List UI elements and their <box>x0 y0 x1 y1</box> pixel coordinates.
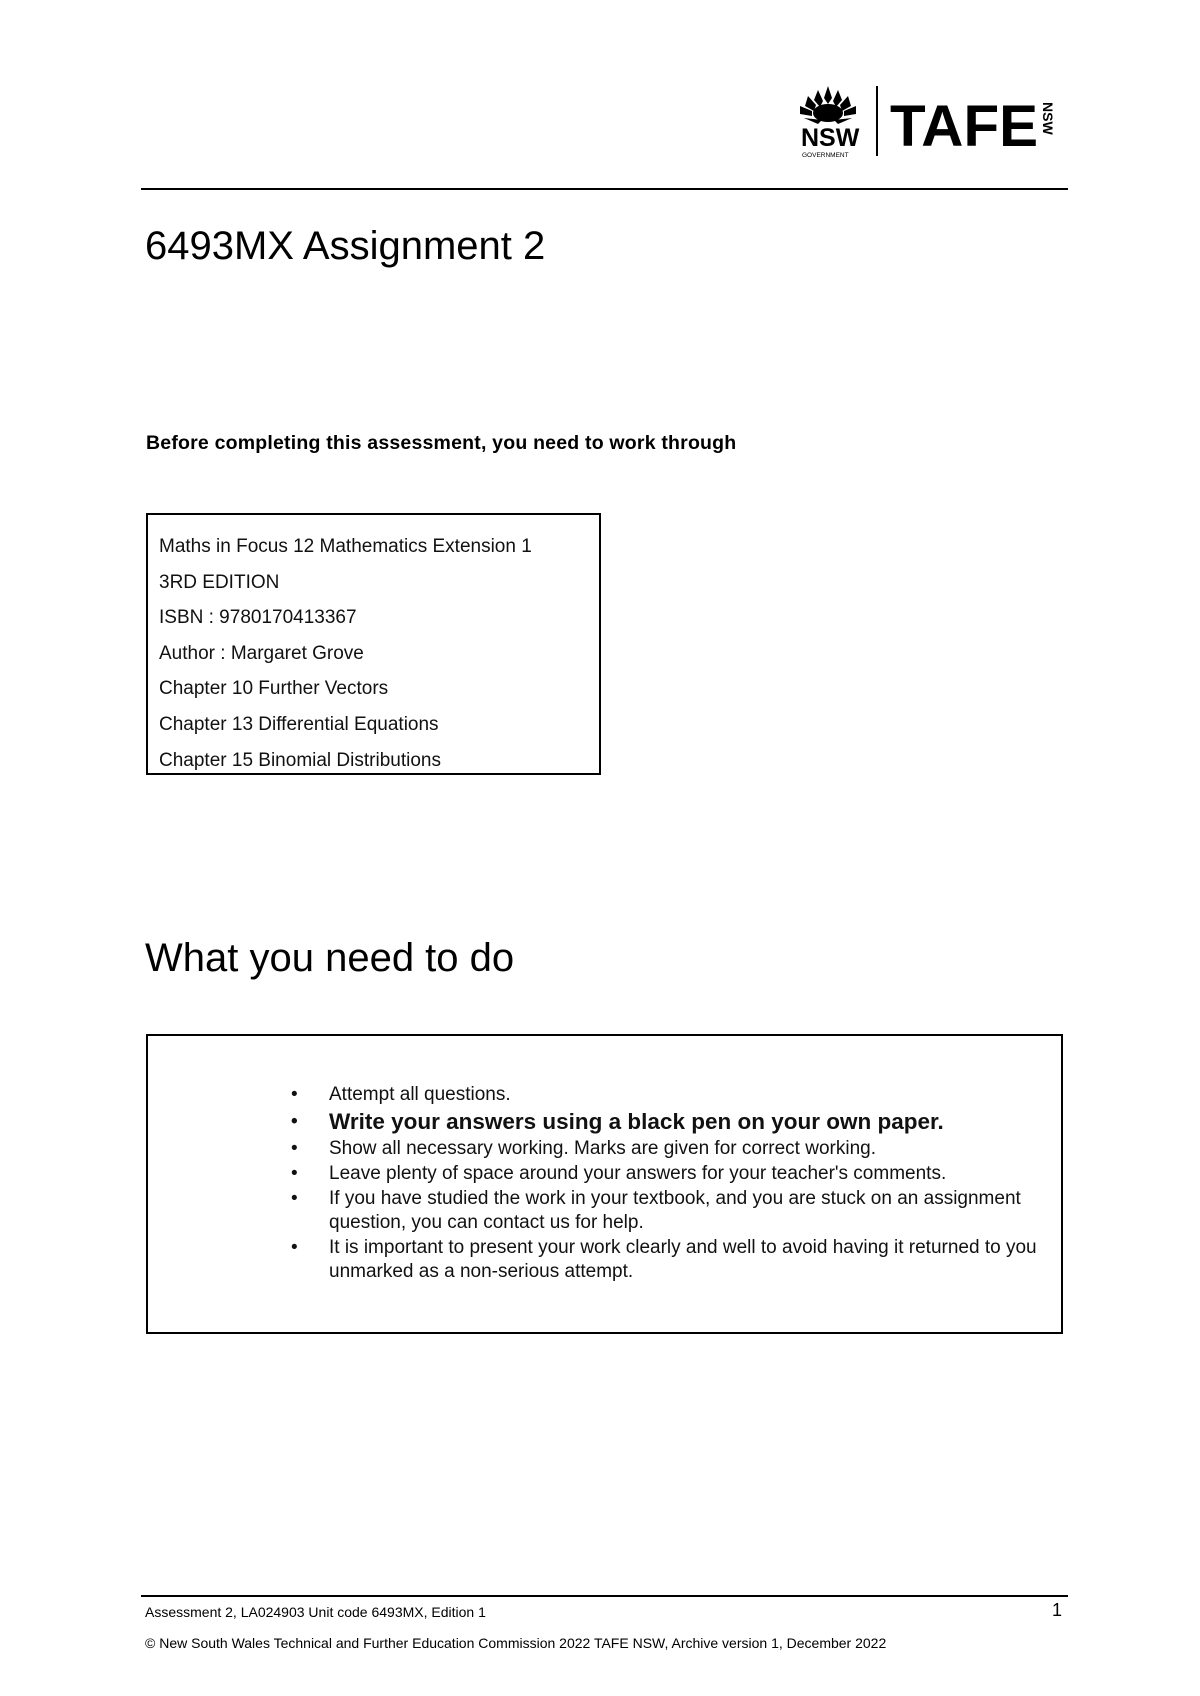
instruction-item <box>291 1236 1051 1284</box>
bullet-icon: • <box>291 1188 298 1209</box>
book-chapter: Chapter 13 Differential Equations <box>159 713 439 735</box>
instructions-list <box>291 1083 1051 1285</box>
book-edition: 3RD EDITION <box>159 571 280 593</box>
document-title: 6493MX Assignment 2 <box>145 224 546 268</box>
tafe-nsw-wordmark: NSW <box>1040 102 1056 135</box>
textbook-reference-box <box>146 513 601 775</box>
instruction-item <box>291 1083 1051 1107</box>
book-title: Maths in Focus 12 Mathematics Extension 1 <box>159 536 532 557</box>
bullet-icon: • <box>291 1138 298 1159</box>
instruction-text: Write your answers using a black pen on your own paper. <box>329 1109 944 1134</box>
instruction-text: Show all necessary working. Marks are given for correct working. <box>329 1138 876 1159</box>
instruction-text: Leave plenty of space around your answers for your teacher's comments. <box>329 1163 947 1184</box>
instruction-item <box>291 1137 1051 1161</box>
tafe-wordmark: TAFE <box>890 94 1038 159</box>
section-heading: What you need to do <box>145 936 515 980</box>
footer-assessment-info: Assessment 2, LA024903 Unit code 6493MX, Edition 1 <box>145 1604 486 1620</box>
footer-copyright: © New South Wales Technical and Further Education Commission 2022 TAFE NSW, Archive version 1, December 2022 <box>145 1635 887 1651</box>
book-chapter: Chapter 10 Further Vectors <box>159 678 389 700</box>
prerequisite-intro: Before completing this assessment, you need to work through <box>146 432 737 454</box>
instruction-text: It is important to present your work clearly and well to avoid having it returned to you unmarked as a non-serious attempt. <box>329 1237 1037 1282</box>
page-number: 1 <box>1052 1600 1063 1620</box>
instructions-box <box>146 1034 1063 1334</box>
bullet-icon: • <box>291 1237 298 1258</box>
waratah-icon <box>800 86 856 124</box>
book-isbn: ISBN : 9780170413367 <box>159 607 357 629</box>
header-divider <box>141 188 1068 190</box>
book-author: Author : Margaret Grove <box>159 642 364 664</box>
bullet-icon: • <box>291 1111 298 1132</box>
logo-graphic <box>792 82 1064 160</box>
instruction-item <box>291 1108 1051 1136</box>
government-wordmark: GOVERNMENT <box>802 152 849 159</box>
instruction-text: If you have studied the work in your textbook, and you are stuck on an assignment question, you can contact us for help. <box>329 1188 1021 1233</box>
tafe-nsw-logo <box>792 82 1064 160</box>
instruction-text: Attempt all questions. <box>329 1084 511 1105</box>
nsw-wordmark: NSW <box>801 124 860 152</box>
footer-divider <box>141 1595 1068 1597</box>
logo-divider <box>876 86 878 156</box>
bullet-icon: • <box>291 1084 298 1105</box>
book-chapter: Chapter 15 Binomial Distributions <box>159 749 441 771</box>
instruction-item <box>291 1162 1051 1186</box>
instruction-item <box>291 1187 1051 1235</box>
bullet-icon: • <box>291 1163 298 1184</box>
